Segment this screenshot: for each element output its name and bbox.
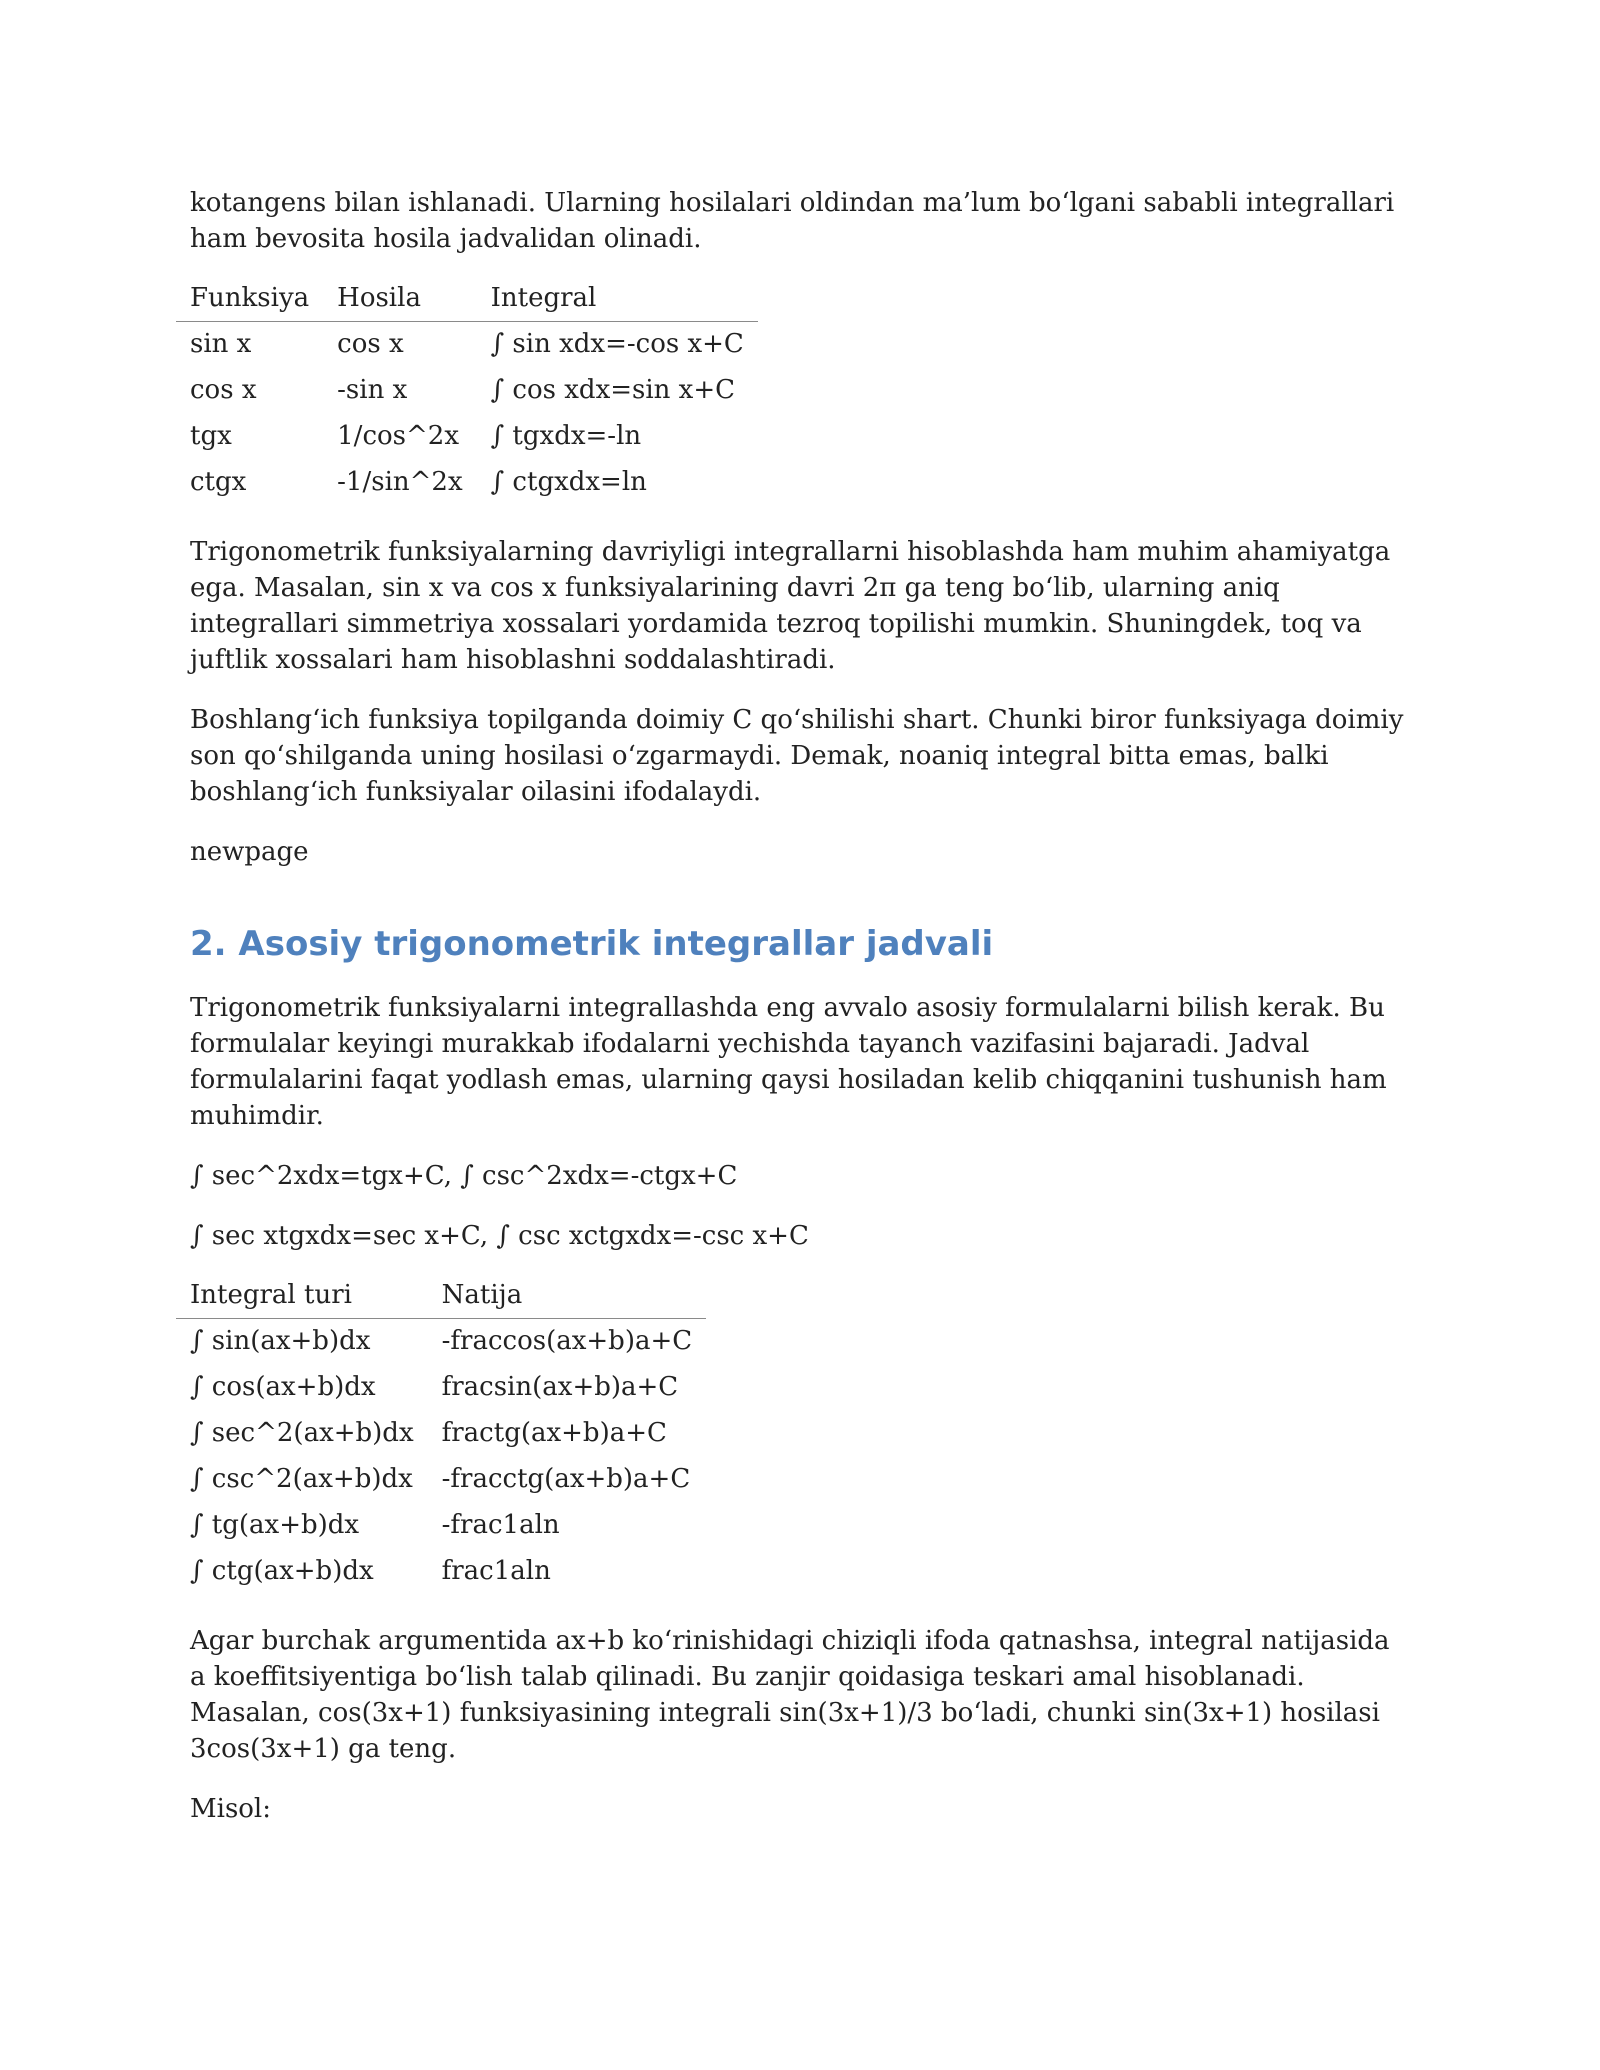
formula-line-2: ∫ sec xtgxdx=sec x+C, ∫ csc xctgxdx=-csc x+C: [190, 1221, 809, 1251]
newpage-text: newpage: [190, 837, 309, 867]
table-cell: ∫ ctg(ax+b)dx: [190, 1556, 374, 1586]
table-row: [176, 1457, 706, 1503]
table-row: [176, 414, 758, 460]
table-cell: sin x: [190, 329, 252, 359]
table-cell: -fraccos(ax+b)a+C: [441, 1326, 693, 1356]
table-header-row: [176, 281, 758, 322]
table-cell: ∫ tgxdx=-ln: [490, 421, 642, 451]
header-function: Funksiya: [176, 281, 323, 322]
section-intro-paragraph: Trigonometrik funksiyalarni integrallashda eng avvalo asosiy formulalarni bilish kerak. Bu formulalar keyingi murakkab ifodalarni yechishda tayanch vazifasini bajaradi. Jadval formulalarini faqat yodlash emas, ularning qaysi hosiladan kelib chiqqanini tushunish ham muhimdir.: [190, 993, 1387, 1131]
table-cell: cos x: [337, 329, 404, 359]
table-cell: ∫ cos xdx=sin x+C: [490, 375, 736, 405]
header-derivative: Hosila: [323, 281, 476, 322]
formula-line-1: ∫ sec^2xdx=tgx+C, ∫ csc^2xdx=-ctgx+C: [190, 1161, 738, 1191]
example-label: Misol:: [190, 1794, 272, 1824]
table-cell: ∫ tg(ax+b)dx: [190, 1510, 360, 1540]
derivative-integral-table: [176, 281, 758, 506]
table-cell: fractg(ax+b)a+C: [441, 1418, 667, 1448]
table-row: [176, 1365, 706, 1411]
linear-argument-integral-table: [176, 1278, 706, 1595]
header-result: Natija: [428, 1278, 707, 1319]
table-cell: ∫ cos(ax+b)dx: [190, 1372, 376, 1402]
constant-paragraph: Boshlang‘ich funksiya topilganda doimiy C qo‘shilishi shart. Chunki biror funksiyaga doimiy son qo‘shilganda uning hosilasi o‘zgarmaydi. Demak, noaniq integral bitta emas, balki boshlang‘ich funksiyalar oilasini ifodalaydi.: [190, 705, 1404, 807]
table-cell: ctgx: [190, 467, 247, 497]
table-cell: frac1aln: [441, 1556, 551, 1586]
table-cell: fracsin(ax+b)a+C: [441, 1372, 679, 1402]
table-cell: -1/sin^2x: [337, 467, 463, 497]
header-integral: Integral: [477, 281, 758, 322]
linear-argument-paragraph: Agar burchak argumentida ax+b ko‘rinishidagi chiziqli ifoda qatnashsa, integral natijasida a koeffitsiyentiga bo‘lish talab qilinadi. Bu zanjir qoidasiga teskari amal hisoblanadi. Masalan, cos(3x+1) funksiyasining integrali sin(3x+1)/3 bo‘ladi, chunki sin(3x+1) hosilasi 3cos(3x+1) ga teng.: [190, 1626, 1390, 1764]
table-cell: -fracctg(ax+b)a+C: [441, 1464, 691, 1494]
table-row: [176, 1411, 706, 1457]
table-cell: ∫ sin(ax+b)dx: [190, 1326, 371, 1356]
table-cell: ∫ ctgxdx=ln: [490, 467, 647, 497]
table-row: [176, 322, 758, 369]
intro-paragraph: kotangens bilan ishlanadi. Ularning hosilalari oldindan ma’lum bo‘lgani sababli integrallari ham bevosita hosila jadvalidan olinadi.: [190, 188, 1395, 254]
table-row: [176, 460, 758, 506]
table-cell: tgx: [190, 421, 232, 451]
table-cell: ∫ sec^2(ax+b)dx: [190, 1418, 414, 1448]
table-row: [176, 1319, 706, 1366]
table-cell: -sin x: [337, 375, 408, 405]
table-cell: 1/cos^2x: [337, 421, 459, 451]
table-row: [176, 1549, 706, 1595]
section-heading: 2. Asosiy trigonometrik integrallar jadvali: [190, 924, 994, 964]
table-cell: ∫ csc^2(ax+b)dx: [190, 1464, 413, 1494]
table-row: [176, 1503, 706, 1549]
table-cell: ∫ sin xdx=-cos x+C: [490, 329, 744, 359]
header-integral-type: Integral turi: [176, 1278, 428, 1319]
table-cell: -frac1aln: [441, 1510, 560, 1540]
table-row: [176, 368, 758, 414]
table-cell: cos x: [190, 375, 257, 405]
periodicity-paragraph: Trigonometrik funksiyalarning davriyligi integrallarni hisoblashda ham muhim ahamiyatga ega. Masalan, sin x va cos x funksiyalarining davri 2π ga teng bo‘lib, ularning aniq integrallari simmetriya xossalari yordamida tezroq topilishi mumkin. Shuningdek, toq va juftlik xossalari ham hisoblashni soddalashtiradi.: [190, 537, 1391, 675]
table-header-row: [176, 1278, 706, 1319]
